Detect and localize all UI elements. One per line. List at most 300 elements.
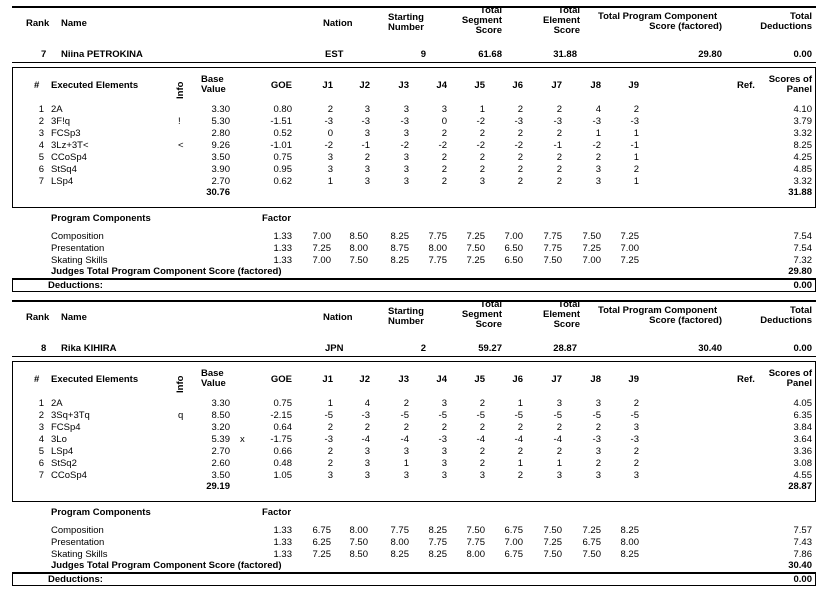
judge-score: 1 xyxy=(517,398,523,409)
base-value-header-1: Base xyxy=(201,368,224,379)
factor-header: Factor xyxy=(262,507,292,518)
component-score: 7.54 xyxy=(793,231,812,242)
starting-number-header-2: Number xyxy=(388,316,424,327)
element-row xyxy=(12,116,816,127)
score-of-panel: 3.08 xyxy=(793,458,812,469)
element-code: CCoSp4 xyxy=(51,470,87,481)
deductions-box xyxy=(12,279,816,292)
judge-header-5: J5 xyxy=(474,80,485,91)
judge-header-7: J7 xyxy=(551,80,562,91)
judge-score: 2 xyxy=(479,422,485,433)
component-score: 7.43 xyxy=(793,537,812,548)
element-number: 5 xyxy=(38,446,44,457)
element-info: < xyxy=(178,140,184,151)
component-judge-score: 8.00 xyxy=(349,525,368,536)
goe-value: -1.01 xyxy=(270,140,292,151)
judge-score: -2 xyxy=(476,116,485,127)
pcs-header-2: Score (factored) xyxy=(649,21,722,32)
element-code: 2A xyxy=(51,104,63,115)
judge-score: -2 xyxy=(592,140,601,151)
judge-score: 2 xyxy=(479,128,485,139)
component-judge-score: 7.00 xyxy=(312,255,331,266)
judge-score: -4 xyxy=(400,434,409,445)
goe-header: GOE xyxy=(270,80,292,91)
score-of-panel: 3.32 xyxy=(793,176,812,187)
judge-score: 2 xyxy=(556,128,562,139)
tss-header-3: Score xyxy=(475,25,502,36)
component-score: 7.32 xyxy=(793,255,812,266)
score-of-panel: 3.64 xyxy=(793,434,812,445)
judge-score: -4 xyxy=(514,434,523,445)
goe-value: -1.75 xyxy=(270,434,292,445)
judge-score: 2 xyxy=(556,104,562,115)
late-bonus-mark: x xyxy=(240,434,245,445)
judge-header-3: J3 xyxy=(398,374,409,385)
element-number: 4 xyxy=(38,434,44,445)
element-score-total: 28.87 xyxy=(788,481,812,492)
base-value: 3.50 xyxy=(211,152,230,163)
judge-score: 3 xyxy=(479,470,485,481)
base-value-total: 29.19 xyxy=(206,481,230,492)
component-name: Composition xyxy=(51,525,104,536)
component-judge-score: 7.25 xyxy=(466,231,485,242)
judge-score: -3 xyxy=(324,116,333,127)
judge-score: 3 xyxy=(364,104,370,115)
judge-score: 3 xyxy=(595,398,601,409)
component-judge-score: 7.00 xyxy=(620,243,639,254)
component-score: 7.54 xyxy=(793,243,812,254)
ref-header: Ref. xyxy=(737,80,755,91)
judge-header-1: J1 xyxy=(322,80,333,91)
goe-value: 0.66 xyxy=(273,446,292,457)
judge-score: 3 xyxy=(633,470,639,481)
judge-score: 2 xyxy=(556,152,562,163)
tss-header-2: Segment xyxy=(461,15,502,26)
element-number: 5 xyxy=(38,152,44,163)
judge-score: 2 xyxy=(364,422,370,433)
judge-score: 3 xyxy=(364,164,370,175)
judge-score: 2 xyxy=(556,176,562,187)
judge-score: 3 xyxy=(403,152,409,163)
skater-block xyxy=(12,300,816,590)
judge-score: 2 xyxy=(327,446,333,457)
element-code: FCSp4 xyxy=(51,422,81,433)
element-row xyxy=(12,410,816,421)
component-judge-score: 6.50 xyxy=(504,243,523,254)
component-judge-score: 8.00 xyxy=(466,549,485,560)
goe-value: 0.48 xyxy=(273,458,292,469)
ded-header-1: Total xyxy=(790,11,812,22)
score-of-panel: 4.05 xyxy=(793,398,812,409)
judge-header-6: J6 xyxy=(512,374,523,385)
component-judge-score: 7.25 xyxy=(582,525,601,536)
judge-score: -4 xyxy=(361,434,370,445)
judge-score: -3 xyxy=(438,434,447,445)
component-row xyxy=(12,255,816,266)
judge-score: 3 xyxy=(633,422,639,433)
judge-score: 2 xyxy=(595,458,601,469)
judge-score: 2 xyxy=(479,458,485,469)
nation-header: Nation xyxy=(323,312,353,323)
base-value: 5.39 xyxy=(211,434,230,445)
element-number: 1 xyxy=(38,104,44,115)
judge-header-2: J2 xyxy=(359,374,370,385)
ded-value: 0.00 xyxy=(793,343,812,354)
skater-block xyxy=(12,6,816,296)
base-value-header-2: Value xyxy=(201,378,226,389)
skater-name: Rika KIHIRA xyxy=(61,343,117,354)
judge-score: -5 xyxy=(592,410,601,421)
component-row xyxy=(12,243,816,254)
tss-value: 59.27 xyxy=(478,343,502,354)
judge-score: 3 xyxy=(556,398,562,409)
tss-header-3: Score xyxy=(475,319,502,330)
judge-score: -2 xyxy=(438,140,447,151)
judge-score: 4 xyxy=(595,104,601,115)
base-value: 3.50 xyxy=(211,470,230,481)
judge-score: -3 xyxy=(553,116,562,127)
component-name: Skating Skills xyxy=(51,549,108,560)
judge-score: 2 xyxy=(441,164,447,175)
judge-score: -3 xyxy=(592,116,601,127)
goe-value: 0.80 xyxy=(273,104,292,115)
score-of-panel: 4.85 xyxy=(793,164,812,175)
base-value: 3.30 xyxy=(211,104,230,115)
component-judge-score: 7.25 xyxy=(582,243,601,254)
judge-score: 1 xyxy=(327,176,333,187)
component-judge-score: 8.25 xyxy=(390,255,409,266)
component-judge-score: 7.50 xyxy=(466,243,485,254)
component-judge-score: 8.25 xyxy=(390,549,409,560)
judge-score: 2 xyxy=(517,104,523,115)
judge-score: 2 xyxy=(441,152,447,163)
score-of-panel: 3.32 xyxy=(793,128,812,139)
tss-header-1: Total xyxy=(480,299,502,310)
judge-score: -5 xyxy=(553,410,562,421)
judge-score: 3 xyxy=(403,470,409,481)
sop-header-1: Scores of xyxy=(768,74,812,85)
component-judge-score: 7.25 xyxy=(312,243,331,254)
judge-score: -3 xyxy=(361,116,370,127)
judge-score: 2 xyxy=(517,446,523,457)
component-row xyxy=(12,537,816,548)
judge-header-9: J9 xyxy=(628,374,639,385)
judge-score: -3 xyxy=(630,434,639,445)
judge-score: 1 xyxy=(556,458,562,469)
judge-score: 1 xyxy=(595,128,601,139)
component-judge-score: 8.25 xyxy=(428,549,447,560)
goe-value: 0.75 xyxy=(273,152,292,163)
component-factor: 1.33 xyxy=(273,549,292,560)
judge-score: 2 xyxy=(327,104,333,115)
judge-score: -5 xyxy=(630,410,639,421)
judge-score: 3 xyxy=(441,104,447,115)
tes-header-3: Score xyxy=(553,25,580,36)
starting-number-header-2: Number xyxy=(388,22,424,33)
pcs-header-1: Total Program Component xyxy=(598,305,718,316)
component-judge-score: 7.75 xyxy=(390,525,409,536)
judge-score: -5 xyxy=(400,410,409,421)
name-header: Name xyxy=(61,312,87,323)
judge-score: 2 xyxy=(403,422,409,433)
score-of-panel: 8.25 xyxy=(793,140,812,151)
judge-score: -5 xyxy=(324,410,333,421)
goe-value: 1.05 xyxy=(273,470,292,481)
judge-score: 2 xyxy=(441,128,447,139)
component-score: 7.57 xyxy=(793,525,812,536)
judge-header-8: J8 xyxy=(590,374,601,385)
starting-number-header-1: Starting xyxy=(388,12,424,23)
judge-score: 3 xyxy=(479,176,485,187)
tes-header-1: Total xyxy=(558,299,580,310)
score-of-panel: 6.35 xyxy=(793,410,812,421)
base-value: 2.70 xyxy=(211,176,230,187)
component-judge-score: 7.50 xyxy=(543,255,562,266)
element-row xyxy=(12,128,816,139)
element-number: 6 xyxy=(38,164,44,175)
element-number: 2 xyxy=(38,116,44,127)
element-code: 3Sq+3Tq xyxy=(51,410,90,421)
judge-score: -3 xyxy=(324,434,333,445)
component-judge-score: 8.25 xyxy=(428,525,447,536)
component-judge-score: 6.75 xyxy=(504,549,523,560)
base-value: 9.26 xyxy=(211,140,230,151)
pcs-value: 29.80 xyxy=(698,49,722,60)
nation-header: Nation xyxy=(323,18,353,29)
component-judge-score: 7.25 xyxy=(620,231,639,242)
judge-score: 0 xyxy=(441,116,447,127)
judge-score: 3 xyxy=(595,164,601,175)
judge-score: 3 xyxy=(364,128,370,139)
sop-header-2: Panel xyxy=(786,378,812,389)
element-row xyxy=(12,470,816,481)
component-factor: 1.33 xyxy=(273,243,292,254)
element-code: 3Lz+3T< xyxy=(51,140,89,151)
exec-header: Executed Elements xyxy=(51,80,139,91)
component-row xyxy=(12,549,816,560)
element-row xyxy=(12,458,816,469)
judge-score: 2 xyxy=(479,398,485,409)
element-number: 7 xyxy=(38,176,44,187)
judge-score: 2 xyxy=(633,398,639,409)
base-value-header-1: Base xyxy=(201,74,224,85)
num-header: # xyxy=(34,80,40,91)
deductions-label: Deductions: xyxy=(48,574,103,585)
summary-rule xyxy=(12,356,816,357)
component-judge-score: 7.50 xyxy=(349,537,368,548)
score-of-panel: 3.79 xyxy=(793,116,812,127)
score-of-panel: 3.84 xyxy=(793,422,812,433)
component-name: Composition xyxy=(51,231,104,242)
component-judge-score: 7.75 xyxy=(428,255,447,266)
goe-value: 0.62 xyxy=(273,176,292,187)
judge-score: -1 xyxy=(553,140,562,151)
deductions-label: Deductions: xyxy=(48,280,103,291)
component-judge-score: 7.75 xyxy=(428,537,447,548)
component-judge-score: 7.25 xyxy=(312,549,331,560)
judge-score: 2 xyxy=(517,470,523,481)
component-judge-score: 7.00 xyxy=(504,231,523,242)
base-value-total: 30.76 xyxy=(206,187,230,198)
judge-score: 2 xyxy=(441,176,447,187)
tes-value: 28.87 xyxy=(553,343,577,354)
judge-header-9: J9 xyxy=(628,80,639,91)
start-value: 2 xyxy=(420,343,426,354)
judge-score: 3 xyxy=(403,128,409,139)
judge-header-4: J4 xyxy=(436,80,447,91)
component-factor: 1.33 xyxy=(273,255,292,266)
base-value: 8.50 xyxy=(211,410,230,421)
ref-header: Ref. xyxy=(737,374,755,385)
component-judge-score: 7.00 xyxy=(312,231,331,242)
element-score-total: 31.88 xyxy=(788,187,812,198)
goe-value: -1.51 xyxy=(270,116,292,127)
element-code: CCoSp4 xyxy=(51,152,87,163)
judges-total-value: 30.40 xyxy=(788,560,812,571)
judge-score: 3 xyxy=(403,176,409,187)
component-judge-score: 6.50 xyxy=(504,255,523,266)
component-judge-score: 7.00 xyxy=(582,255,601,266)
element-row xyxy=(12,398,816,409)
base-value: 3.20 xyxy=(211,422,230,433)
judge-score: 3 xyxy=(441,446,447,457)
element-info: ! xyxy=(178,116,181,127)
rank-header: Rank xyxy=(26,312,50,323)
judge-score: 2 xyxy=(556,446,562,457)
skater-name: Niina PETROKINA xyxy=(61,49,143,60)
judge-header-2: J2 xyxy=(359,80,370,91)
component-name: Presentation xyxy=(51,537,105,548)
judge-header-6: J6 xyxy=(512,80,523,91)
judges-total-label: Judges Total Program Component Score (factored) xyxy=(51,560,282,571)
element-row xyxy=(12,434,816,445)
program-components-header: Program Components xyxy=(51,507,151,518)
judge-score: 3 xyxy=(595,470,601,481)
judge-score: 2 xyxy=(595,152,601,163)
judge-header-7: J7 xyxy=(551,374,562,385)
element-row xyxy=(12,140,816,151)
judge-score: 1 xyxy=(517,458,523,469)
tss-value: 61.68 xyxy=(478,49,502,60)
goe-value: 0.52 xyxy=(273,128,292,139)
top-rule xyxy=(12,6,816,8)
component-judge-score: 7.50 xyxy=(582,231,601,242)
element-info: q xyxy=(178,410,184,421)
judge-score: 2 xyxy=(556,422,562,433)
element-code: 2A xyxy=(51,398,63,409)
sop-header-2: Panel xyxy=(786,84,812,95)
element-code: LSp4 xyxy=(51,176,74,187)
component-factor: 1.33 xyxy=(273,525,292,536)
judge-score: -3 xyxy=(361,410,370,421)
ded-header-2: Deductions xyxy=(760,315,812,326)
judge-score: 3 xyxy=(556,470,562,481)
judge-score: 3 xyxy=(403,164,409,175)
component-factor: 1.33 xyxy=(273,537,292,548)
judge-score: 3 xyxy=(403,104,409,115)
judge-score: 3 xyxy=(327,152,333,163)
component-judge-score: 7.25 xyxy=(543,537,562,548)
judge-score: 0 xyxy=(327,128,333,139)
judge-score: 1 xyxy=(403,458,409,469)
ded-value: 0.00 xyxy=(793,49,812,60)
judge-score: 2 xyxy=(633,164,639,175)
judge-score: 2 xyxy=(479,446,485,457)
component-judge-score: 6.75 xyxy=(504,525,523,536)
judge-score: 1 xyxy=(633,152,639,163)
nation-value: EST xyxy=(325,49,344,60)
judge-header-1: J1 xyxy=(322,374,333,385)
component-judge-score: 7.25 xyxy=(620,255,639,266)
component-judge-score: 8.50 xyxy=(349,549,368,560)
score-of-panel: 3.36 xyxy=(793,446,812,457)
component-judge-score: 7.50 xyxy=(543,549,562,560)
sop-header-1: Scores of xyxy=(768,368,812,379)
judge-header-5: J5 xyxy=(474,374,485,385)
score-of-panel: 4.55 xyxy=(793,470,812,481)
component-judge-score: 7.00 xyxy=(504,537,523,548)
tes-header-3: Score xyxy=(553,319,580,330)
component-judge-score: 8.25 xyxy=(390,231,409,242)
program-components-header: Program Components xyxy=(51,213,151,224)
judge-score: -4 xyxy=(476,434,485,445)
component-judge-score: 7.75 xyxy=(543,231,562,242)
element-code: StSq4 xyxy=(51,164,77,175)
judge-score: 2 xyxy=(633,458,639,469)
element-code: 3F!q xyxy=(51,116,71,127)
num-header: # xyxy=(34,374,40,385)
component-name: Skating Skills xyxy=(51,255,108,266)
judge-score: 3 xyxy=(441,470,447,481)
judge-score: -3 xyxy=(592,434,601,445)
starting-number-header-1: Starting xyxy=(388,306,424,317)
component-judge-score: 7.75 xyxy=(428,231,447,242)
element-code: FCSp3 xyxy=(51,128,81,139)
judge-score: 1 xyxy=(633,128,639,139)
tes-value: 31.88 xyxy=(553,49,577,60)
tes-header-1: Total xyxy=(558,5,580,16)
judge-score: 2 xyxy=(517,164,523,175)
component-judge-score: 6.75 xyxy=(582,537,601,548)
judge-score: -5 xyxy=(514,410,523,421)
component-judge-score: 7.50 xyxy=(543,525,562,536)
judge-score: 2 xyxy=(517,152,523,163)
judge-score: -2 xyxy=(324,140,333,151)
element-row xyxy=(12,104,816,115)
component-judge-score: 8.00 xyxy=(390,537,409,548)
judge-header-8: J8 xyxy=(590,80,601,91)
base-value: 2.70 xyxy=(211,446,230,457)
element-code: 3Lo xyxy=(51,434,67,445)
ded-header-2: Deductions xyxy=(760,21,812,32)
element-number: 4 xyxy=(38,140,44,151)
component-row xyxy=(12,231,816,242)
judge-score: 1 xyxy=(633,176,639,187)
judge-header-4: J4 xyxy=(436,374,447,385)
component-judge-score: 8.75 xyxy=(390,243,409,254)
judge-score: -3 xyxy=(630,116,639,127)
judge-score: -5 xyxy=(476,410,485,421)
component-row xyxy=(12,525,816,536)
component-factor: 1.33 xyxy=(273,231,292,242)
judge-score: 3 xyxy=(441,458,447,469)
component-judge-score: 7.75 xyxy=(466,537,485,548)
element-number: 1 xyxy=(38,398,44,409)
deductions-value: 0.00 xyxy=(793,280,812,291)
tss-header-2: Segment xyxy=(461,309,502,320)
component-judge-score: 6.75 xyxy=(312,525,331,536)
judge-score: 2 xyxy=(556,164,562,175)
